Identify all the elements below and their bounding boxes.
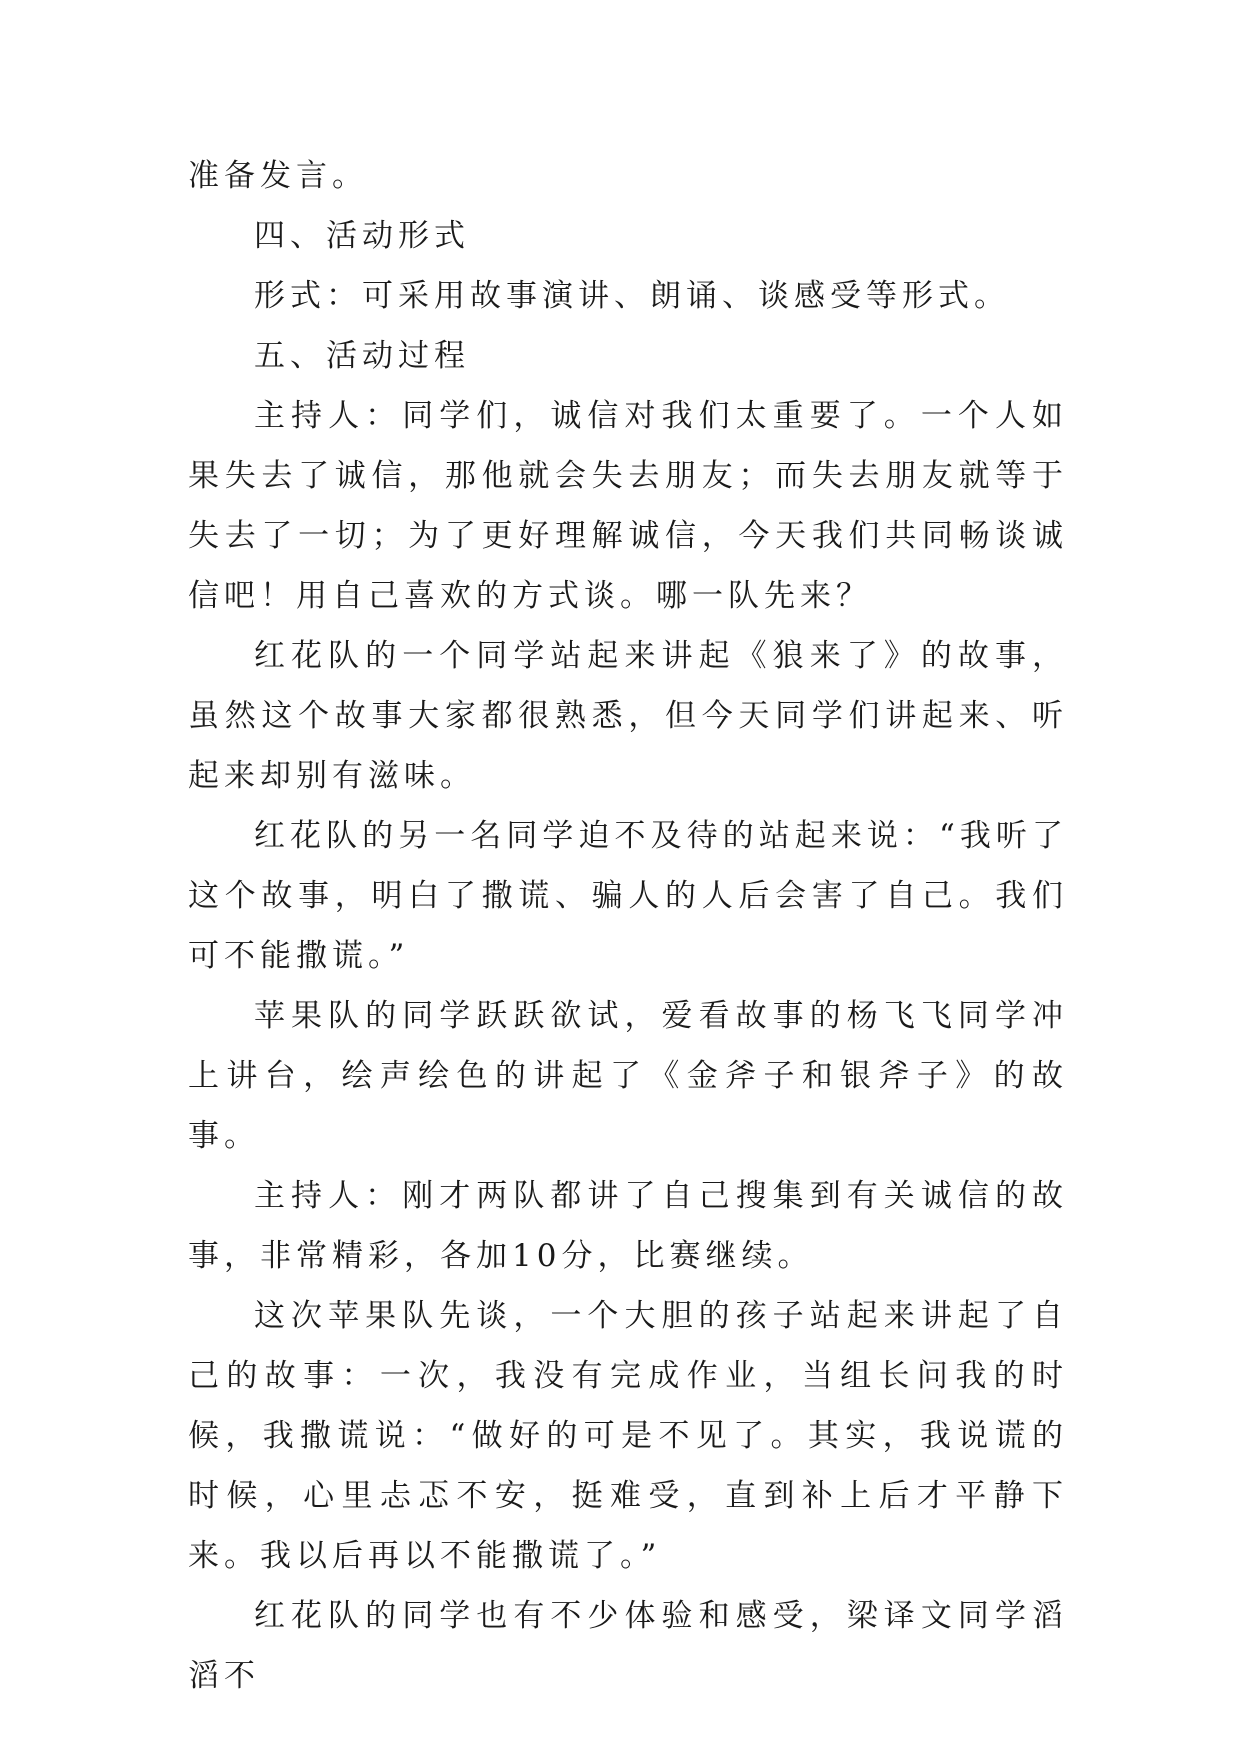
paragraph: 苹果队的同学跃跃欲试，爱看故事的杨飞飞同学冲上讲台，绘声绘色的讲起了《金斧子和银斧子》的故事。 — [188, 998, 1068, 1154]
paragraph: 形式：可采用故事演讲、朗诵、谈感受等形式。 — [254, 278, 1010, 314]
section-heading-activity-form: 四、活动形式 — [254, 218, 470, 254]
paragraph: 这次苹果队先谈，一个大胆的孩子站起来讲起了自己的故事：一次，我没有完成作业，当组长问我的时候，我撒谎说：“做好的可是不见了。其实，我说谎的时候，心里忐忑不安，挺难受，直到补上后才平静下来。我以后再以不能撒谎了。” — [188, 1298, 1068, 1574]
paragraph: 红花队的另一名同学迫不及待的站起来说：“我听了这个故事，明白了撒谎、骗人的人后会害了自己。我们可不能撒谎。” — [188, 818, 1068, 974]
paragraph: 红花队的同学也有不少体验和感受，梁译文同学滔滔不 — [188, 1598, 1068, 1694]
section-heading-activity-process: 五、活动过程 — [254, 338, 470, 374]
document-body — [188, 146, 1068, 1706]
paragraph: 准备发言。 — [188, 158, 368, 194]
paragraph: 红花队的一个同学站起来讲起《狼来了》的故事，虽然这个故事大家都很熟悉，但今天同学们讲起来、听起来却别有滋味。 — [188, 638, 1068, 794]
paragraph: 主持人：同学们，诚信对我们太重要了。一个人如果失去了诚信，那他就会失去朋友；而失去朋友就等于失去了一切；为了更好理解诚信，今天我们共同畅谈诚信吧！用自己喜欢的方式谈。哪一队先来？ — [188, 398, 1068, 614]
paragraph: 主持人：刚才两队都讲了自己搜集到有关诚信的故事，非常精彩，各加10分，比赛继续。 — [188, 1178, 1068, 1274]
